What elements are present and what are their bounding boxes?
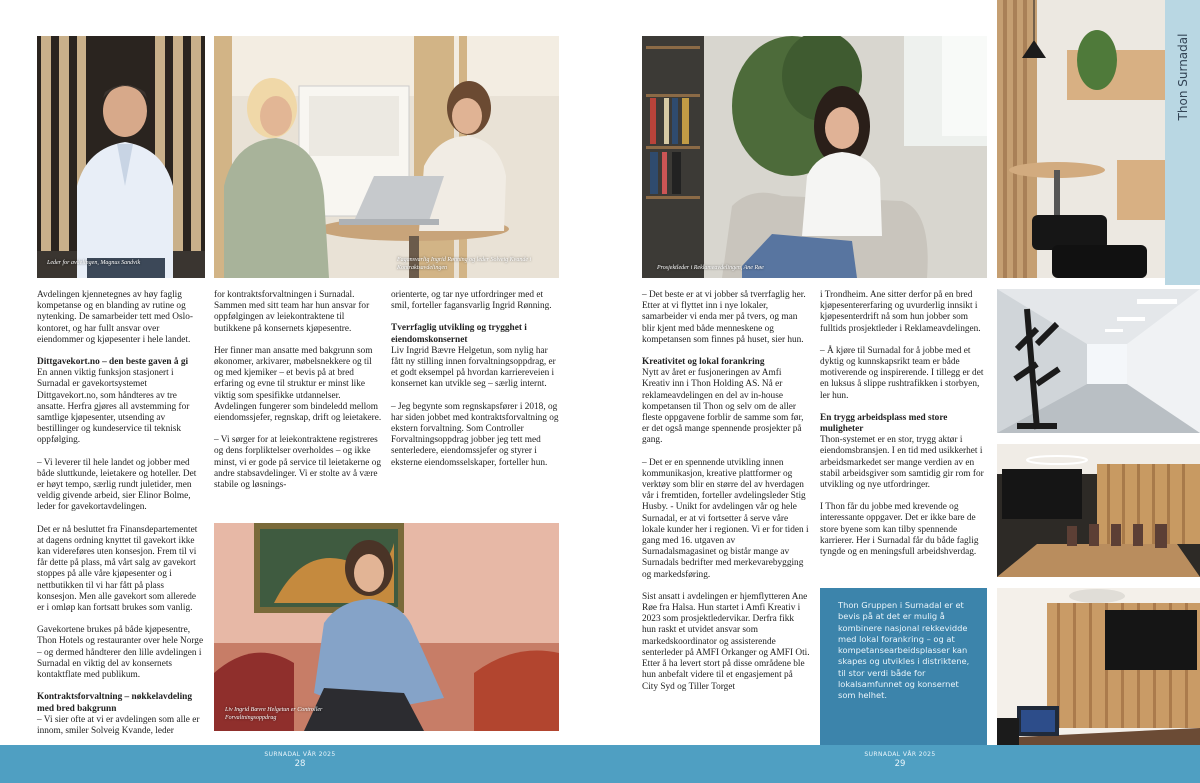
photo4-caption: Liv Ingrid Bævre Helgetun er Controller Forvaltningsoppdrag bbox=[225, 707, 323, 721]
section-tab-label: Thon Surnadal bbox=[1175, 33, 1190, 121]
col5-paragraph: i Trondheim. Ane sitter derfor på en bred kjøpesentererfaring og uvurderlig innsikt i kjøpesenterdrift nå som hun jobber som fulltids prosjektleder i Reklameavdelingen. bbox=[820, 290, 981, 334]
photo-kontraktsavdelingen bbox=[214, 36, 559, 278]
col5-paragraph: Thon-systemet er en stor, trygg aktør i eiendomsbransjen. I en tid med usikkerhet i arbeidsmarkedet ser mange verdien av en stabil arbeidsgiver som samtidig gir rom for utvikling og nye utfordringer. bbox=[820, 435, 984, 491]
photo1-caption: Leder for avdelingen, Magnus Sandvik bbox=[47, 260, 141, 266]
col2-paragraph: – Vi sørger for at leiekontraktene registreres og dens forpliktelser overholdes – og ikke minst, vi er gode på service til leietakerne og andre stabsavdelinger. Vi er stolte av å være stabile og løsnings- bbox=[214, 435, 382, 491]
photo3-caption: Prosjektleder i Reklameavdelingen, Ane Røe bbox=[657, 265, 764, 271]
col1-paragraph: – Vi sier ofte at vi er avdelingen som alle er innom, smiler Solveig Kvande, leder bbox=[37, 714, 200, 736]
col4-heading-kreativitet: Kreativitet og lokal forankring bbox=[642, 357, 765, 368]
col1-paragraph: En annen viktig funksjon stasjonert i Surnadal er gavekortsystemet Dittgavekort.no, som håndteres av tre ansatte. Herfra gjøres all avstemming for samtlige kjøpesenter, utsending av bestillinger og kundeservice til teknisk oppfølging. bbox=[37, 368, 190, 446]
col4-paragraph: – Det beste er at vi jobber så tverrfaglig her. Etter at vi flyttet inn i nye lokaler, samarbeider vi enda mer på tvers, og man blir kjent med både menneskene og kompetansen som finnes på huset, sier hun. bbox=[642, 290, 806, 345]
footer-right bbox=[845, 751, 955, 770]
column-4 bbox=[642, 290, 810, 704]
column-1 bbox=[37, 290, 205, 748]
column-5 bbox=[820, 290, 988, 569]
page-number-right: 29 bbox=[894, 759, 906, 769]
col3-heading-tverrfaglig: Tverrfaglig utvikling og trygghet i eiendomskonsernet bbox=[391, 323, 527, 345]
col3-paragraph: Liv Ingrid Bævre Helgetun, som nylig har fått ny stilling innen forvaltningsoppdrag, er et godt eksempel på hvordan karriereveien i konsernet kan utvikle seg – særlig internt. bbox=[391, 345, 556, 390]
photo-meeting-room bbox=[997, 444, 1200, 577]
photo-liv-ingrid bbox=[214, 523, 559, 731]
col1-paragraph: Gavekortene brukes på både kjøpesentre, Thon Hotels og restauranter over hele Norge – og dermed håndterer den lille avdelingen i Surnadal en viktig del av konsernets kontaktflate med publikum. bbox=[37, 625, 204, 681]
footer-left bbox=[245, 751, 355, 770]
column-2 bbox=[214, 290, 382, 502]
footer-band bbox=[0, 745, 1200, 783]
pull-quote-text: Thon Gruppen i Surnadal er et bevis på at det er mulig å kombinere nasjonal rekkevidde med lokal forankring – og at kompetansearbeidsplasser kan skapes og utvikles i distriktene, til stor verdi både for lokalsamfunnet og konsernet som helhet. bbox=[838, 600, 970, 701]
col1-paragraph: – Vi leverer til hele landet og jobber med både sluttkunde, leietakere og hoteller. Det er høyt tempo, særlig rundt juletider, men veldig givende arbeid, sier Elinor Bolme, leder for gavekortavdelingen. bbox=[37, 457, 197, 513]
col1-paragraph: Avdelingen kjennetegnes av høy faglig kompetanse og en blanding av rutine og nytenking. De samarbeider tett med Oslo-kontoret, og har fullt ansvar over eiendommer og kjøpesenter i hele landet. bbox=[37, 290, 193, 345]
footer-right-title: SURNADAL VÅR 2025 bbox=[864, 751, 936, 758]
photo-corridor bbox=[997, 289, 1200, 433]
col3-paragraph: – Jeg begynte som regnskapsfører i 2018, og har siden jobbet med kontraktsforvaltning og ekstern forvaltning. Som Controller Forvaltningsoppdrag jobber jeg tett med senterledere, eiendomssjefer og styrer i eksterne eiendomsselskaper, forteller hun. bbox=[391, 401, 559, 468]
section-tab bbox=[1165, 0, 1200, 285]
col1-heading-kontraktsforvaltning: Kontraktsforvaltning – nøkkelavdeling med bred bakgrunn bbox=[37, 692, 192, 714]
col3-paragraph: orienterte, og tar nye utfordringer med et smil, forteller fagansvarlig Ingrid Rønning. bbox=[391, 290, 552, 312]
col2-paragraph: Her finner man ansatte med bakgrunn som økonomer, arkivarer, møbelsnekkere og til og med kjemiker – et bevis på at bred erfaring og evne til struktur er minst like viktig som spesifikke utdannelser. Avdelingen fungerer som bindeledd mellom eiendomssjefer, regnskap, drift og leietakere. bbox=[214, 345, 382, 424]
photo-ane-roe bbox=[642, 36, 987, 278]
photo-kitchen bbox=[997, 0, 1165, 278]
col4-paragraph: Sist ansatt i avdelingen er hjemflytteren Ane Røe fra Halsa. Hun startet i Amfi Kreativ i 2023 som prosjektledervikar. Derfra fikk hun raskt et utvidet ansvar som markedskoordinator og assisterende senterleder på AMFI Orkanger og AMFI Oti. Etter å ha levert stort på disse områdene ble hun anbefalt videre til et engasjement på City Syd og Tiller Torget bbox=[642, 591, 810, 692]
footer-left-title: SURNADAL VÅR 2025 bbox=[264, 751, 336, 758]
col5-paragraph: – Å kjøre til Surnadal for å jobbe med et dyktig og kunnskapsrikt team er både motiverende og inspirerende. I tillegg er det en luksus å slippe rushtrafikken i storbyen, ler hun. bbox=[820, 345, 984, 401]
col1-heading-dittgavekort: Dittgavekort.no – den beste gaven å gi bbox=[37, 357, 189, 368]
col5-paragraph: I Thon får du jobbe med krevende og interessante oppgaver. Det er ikke bare de store byene som kan tilby spennende karrierer. Her i Surnadal får du både faglig tyngde og en meningsfull arbeidshverdag. bbox=[820, 502, 979, 558]
col1-paragraph: Det er nå besluttet fra Finansdepartementet at dagens ordning knyttet til gavekort ikke kan videreføres uten konsesjon. Frem til vi får dette på plass, må vårt salg av gavekort stoppes på alle våre kjøpesenter og i nettbutikken til vi har fått på plass konsesjon. Men alle gavekort som allerede er i omløp kan fortsatt brukes som vanlig. bbox=[37, 524, 198, 614]
pull-quote-box bbox=[820, 588, 987, 745]
photo2-caption: Fagansvarlig Ingrid Rønning og leder Solveig Kvande i Kontraktsavdelingen bbox=[397, 257, 532, 271]
col2-paragraph: for kontraktsforvaltningen i Surnadal. Sammen med sitt team har hun ansvar for oppfølgingen av leiekontraktene til butikkene på konsernets kjøpesentre. bbox=[214, 290, 370, 334]
col5-heading-trygg-arbeidsplass: En trygg arbeidsplass med store muligheter bbox=[820, 412, 948, 435]
page-number-left: 28 bbox=[294, 759, 306, 769]
photo-magnus-sandvik bbox=[37, 36, 205, 278]
col4-paragraph: Nytt av året er fusjoneringen av Amfi Kreativ inn i Thon Holding AS. Nå er reklameavdelingen en del av in-house kompetansen til Thon og selv om de aller fleste oppgavene forblir de samme som før, er det også mange spennende prosjekter på gang. bbox=[642, 368, 804, 446]
col4-paragraph: – Det er en spennende utvikling innen kommunikasjon, kreative plattformer og verktøy som blir en større del av hverdagen vår i fremtiden, forteller avdelingsleder Stig Husby. - Unikt for avdelingen vår og hele Surnadal, er at vi fortsetter å serve våre lokale kunder her i regionen. Vi er for tiden i gang med 16. utgaven av Surnadalsmagasinet og bistår mange av Surnadals bedrifter med merkevarebygging og markedsføring. bbox=[642, 457, 809, 580]
column-3 bbox=[391, 290, 559, 480]
